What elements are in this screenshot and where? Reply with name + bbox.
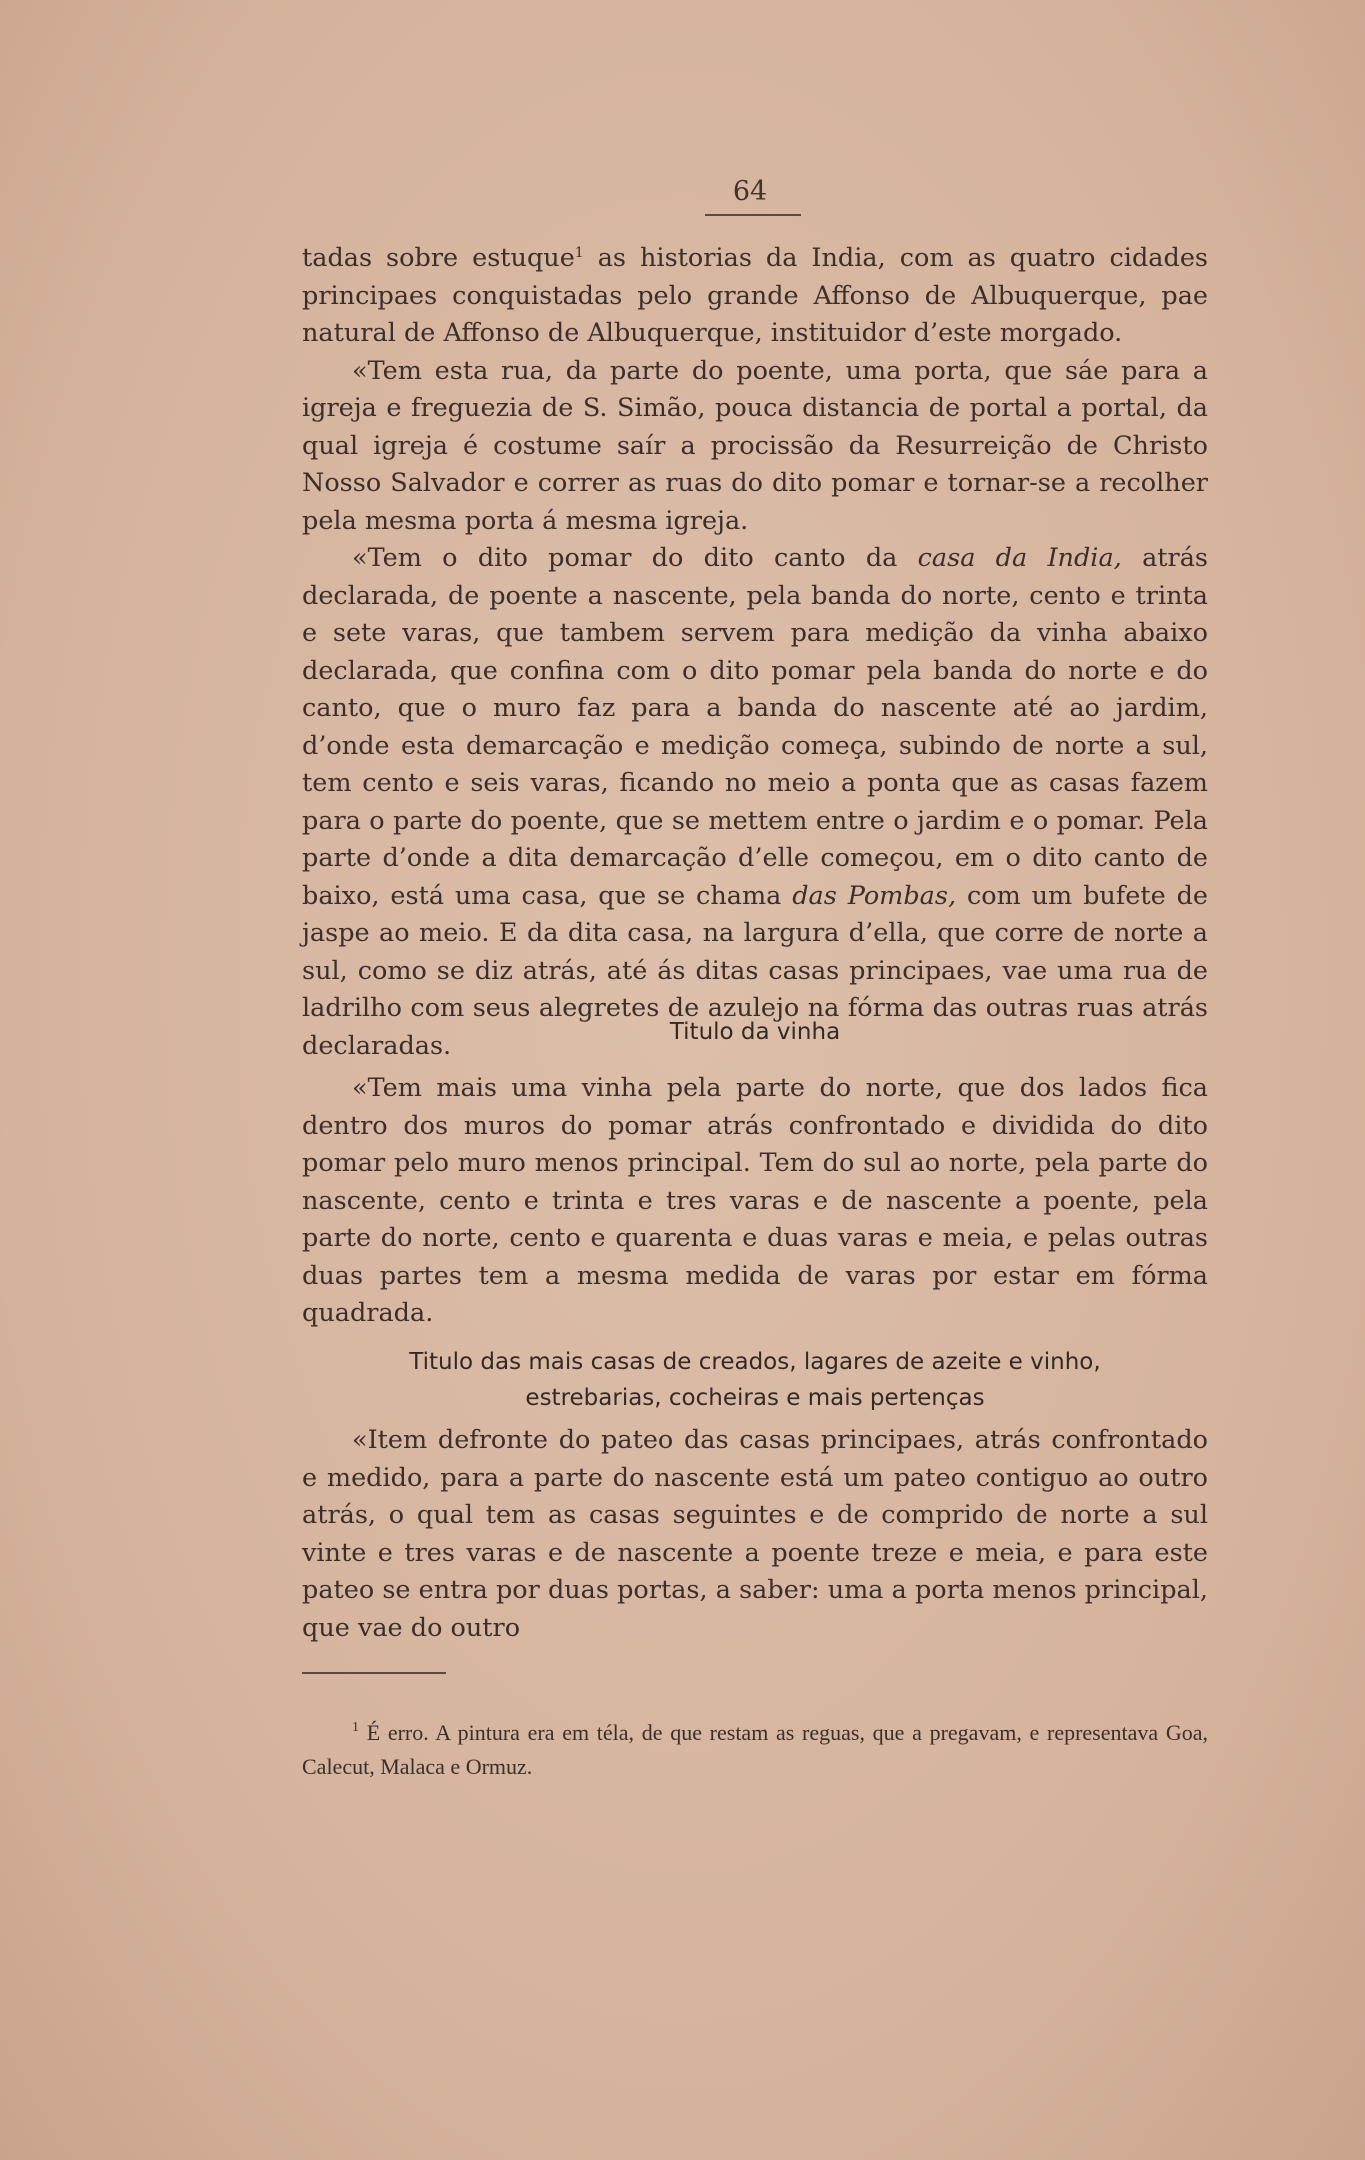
paragraph-3-italic-casa-da-india: casa da India, [917,543,1122,573]
footnote-rule [302,1672,446,1674]
section-heading-casas-line-2: estrebarias, cocheiras e mais pertenças [525,1385,985,1411]
text-block-main [302,240,1208,1065]
paragraph-3-italic-das-pombas: das Pombas, [792,880,957,911]
section-heading-casas [302,1344,1208,1416]
paragraph-5: «Item defronte do pateo das casas principaes, atrás confrontado e medido, para a parte do nascente está um pateo contiguo ao outro atrás, o qual tem as casas seguintes e de comprido de norte a sul vinte e tres varas e de nascente a poente treze e meia, e para este pateo se entra por duas portas, a saber: uma a porta menos principal, que vae do outro [302,1425,1208,1643]
text-block-casas [302,1422,1208,1647]
section-heading-casas-line-1: Titulo das mais casas de creados, lagares de azeite e vinho, [409,1349,1101,1375]
page-number-rule [705,214,801,216]
section-heading-vinha: Titulo da vinha [669,1019,841,1045]
paragraph-3-text-b: atrás declarada, de poente a nascente, pela banda do norte, cento e trinta e sete varas, que tambem servem para medição da vinha abaixo declarada, que confina com o dito pomar pela banda do norte e do canto, que o muro faz para a banda do nascente até ao jardim, d’onde esta demarcação e medição começa, subindo de norte a sul, tem cento e seis varas, ficando no meio a ponta que as casas fazem para o parte do poente, que se mettem entre o jardim e o pomar. Pela parte d’onde a dita demarcação d’elle começou, em o dito canto de baixo, está uma casa, que se chama [302,543,1208,911]
paragraph-1-text-b: as historias da India, com as quatro cidades principaes conquistadas pelo grande Affonso de Albuquerque, pae natural de Affonso de Albuquerque, instituidor d’este morgado. [302,243,1208,348]
footnote-reference: 1 [574,245,584,261]
paragraph-4: «Tem mais uma vinha pela parte do norte, que dos lados fica dentro dos muros do pomar atrás confrontado e dividida do dito pomar pelo muro menos principal. Tem do sul ao norte, pela parte do nascente, cento e trinta e tres varas e de nascente a poente, pela parte do norte, cento e quarenta e duas varas e meia, e pelas outras duas partes tem a mesma medida de varas por estar em fórma quadrada. [302,1073,1208,1328]
text-block-vinha [302,1070,1208,1333]
footnote-marker: 1 [352,1720,359,1735]
page-number: 64 [732,176,768,207]
paragraph-1-text-a: tadas sobre estuque [302,243,575,273]
paragraph-3-text-c: com um bufete de jaspe ao meio. E da dita casa, na largura d’ella, que corre de norte a sul, como se diz atrás, até ás ditas casas principaes, vae uma rua de ladrilho com seus alegretes de azulejo na fórma das outras ruas atrás declaradas. [302,880,1208,1061]
paragraph-3 [302,540,1208,1065]
footnote-text: É erro. A pintura era em téla, de que restam as reguas, que a pregavam, e representava Goa, Calecut, Malaca e Ormuz. [302,1720,1208,1779]
paragraph-3-text-a: «Tem o dito pomar do dito canto da [352,543,918,573]
paragraph-1 [302,240,1208,353]
footnote [302,1716,1208,1784]
paragraph-2: «Tem esta rua, da parte do poente, uma porta, que sáe para a igreja e freguezia de S. Simão, pouca distancia de portal a portal, da qual igreja é costume saír a procissão da Resurreição de Christo Nosso Salvador e correr as ruas do dito pomar e tornar-se a recolher pela mesma porta á mesma igreja. [302,355,1208,536]
